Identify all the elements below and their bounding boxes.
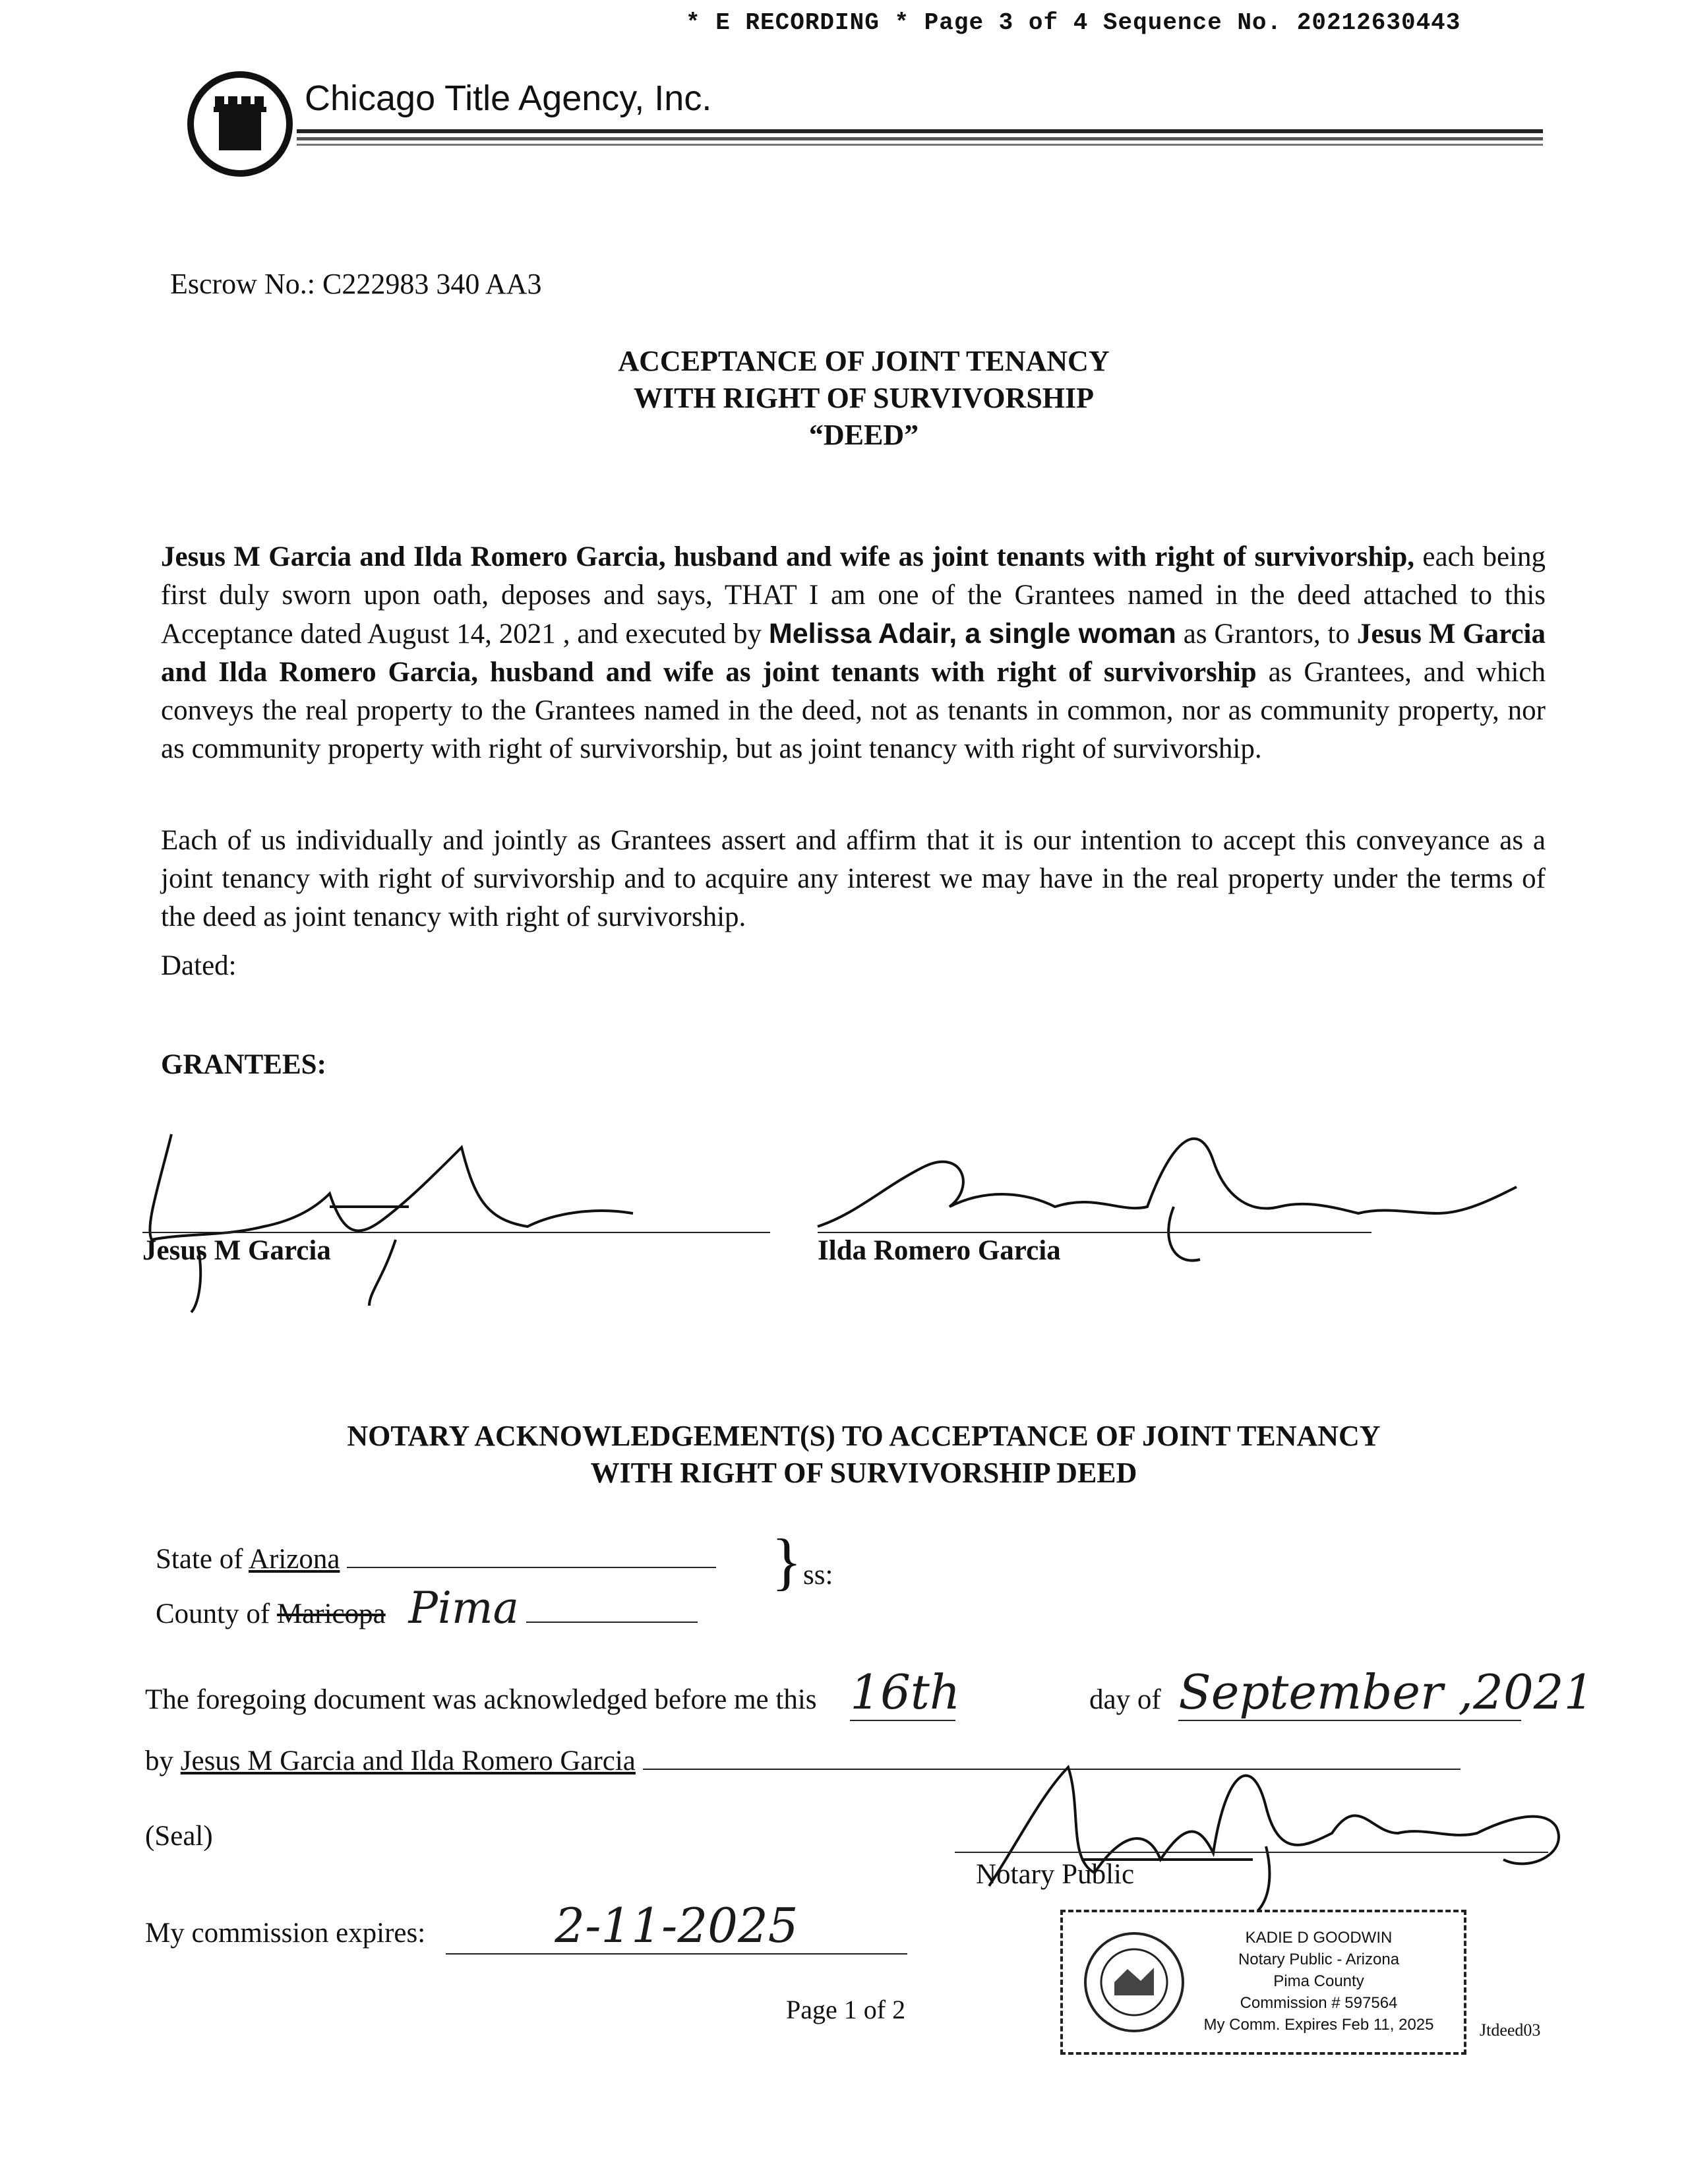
stamp-line: Pima County [1273, 1972, 1364, 1990]
county-struck-value: Maricopa [276, 1598, 386, 1629]
notary-title-line: NOTARY ACKNOWLEDGEMENT(S) TO ACCEPTANCE OF JOINT TENANCY [347, 1420, 1381, 1452]
by-label: by [145, 1745, 173, 1776]
county-row [156, 1583, 698, 1633]
header-rule [297, 129, 1543, 133]
day-handwritten: 16th [850, 1664, 961, 1720]
grantee-2-name: Ilda Romero Garcia [818, 1235, 1061, 1266]
escrow-value: C222983 340 AA3 [322, 268, 542, 300]
body-text: as Grantees, and which conveys the real property to the Grantees named in the deed, not as tenants in common, nor as community property, nor as community property with right of survivorship, but as joint tenancy with right of survivorship. [161, 657, 1546, 764]
acceptance-paragraph [161, 538, 1546, 768]
signature-ilda-garcia [804, 1108, 1543, 1306]
by-names: Jesus M Garcia and Ilda Romero Garcia [180, 1745, 636, 1776]
stamp-line: Commission # 597564 [1240, 1994, 1398, 2012]
commission-label: My commission expires: [145, 1918, 426, 1949]
body-text: as Grantors, to [1176, 619, 1357, 650]
stamp-name: KADIE D GOODWIN [1245, 1929, 1393, 1947]
signature-line [818, 1232, 1372, 1233]
brace-symbol: } [771, 1526, 802, 1596]
month-handwritten: September [1178, 1664, 1443, 1720]
title-line: WITH RIGHT OF SURVIVORSHIP [633, 382, 1095, 414]
commission-row [145, 1898, 907, 1955]
body-text: each being first duly sworn upon oath, deposes and says, THAT I am one of the Grantees named in the deed attached to this Acceptance dated August 14, 2021 , and executed by [161, 541, 1546, 650]
castle-tower-icon [194, 78, 286, 170]
escrow-label: Escrow No.: [170, 268, 315, 300]
state-seal-icon [1081, 1929, 1187, 2035]
ss-label: ss: [803, 1560, 833, 1591]
header-rule [297, 137, 1543, 140]
stamp-text [1187, 1927, 1451, 2036]
grantees-names: Jesus M Garcia and Ilda Romero Garcia, husband and wife as joint tenants with right of survivorship [161, 619, 1546, 688]
grantor-names: Melissa Adair, a single woman [768, 618, 1176, 650]
dated-label: Dated: [161, 950, 237, 981]
grantee-1-name: Jesus M Garcia [142, 1235, 331, 1266]
seal-label: (Seal) [145, 1821, 213, 1852]
grantees-names: Jesus M Garcia and Ilda Romero Garcia, husband and wife as joint tenants with right of survivorship, [161, 541, 1415, 572]
county-label: County of [156, 1598, 270, 1629]
notary-public-label: Notary Public [976, 1859, 1135, 1890]
notary-title [237, 1418, 1490, 1492]
castle-logo-icon [187, 71, 293, 177]
page-number: Page 1 of 2 [786, 1995, 906, 2024]
state-fill-line [347, 1547, 716, 1568]
acknowledgement-text: The foregoing document was acknowledged before me this [145, 1684, 817, 1715]
commission-handwritten: 2-11-2025 [446, 1898, 907, 1955]
notary-signature [963, 1728, 1582, 1926]
year-handwritten: ,2021 [1458, 1664, 1594, 1720]
day-of-row [1089, 1664, 1594, 1721]
recording-header: * E RECORDING * Page 3 of 4 Sequence No. 20212630443 [686, 9, 1461, 36]
notary-title-line: WITH RIGHT OF SURVIVORSHIP DEED [590, 1457, 1137, 1489]
title-line: “DEED” [808, 419, 919, 451]
header-rule [297, 144, 1543, 146]
acknowledgement-row [145, 1664, 961, 1721]
title-line: ACCEPTANCE OF JOINT TENANCY [618, 345, 1110, 377]
day-of-label: day of [1089, 1684, 1161, 1715]
notary-signature-line [955, 1852, 1548, 1853]
county-handwritten: Pima [408, 1583, 519, 1633]
intention-paragraph: Each of us individually and jointly as Grantees assert and affirm that it is our intention to accept this conveyance as a joint tenancy with right of survivorship and to acquire any interest we may have in the real property under the terms of the deed as joint tenancy with right of survivorship. [161, 825, 1546, 932]
signature-jesus-garcia [132, 1108, 725, 1319]
county-fill-line [526, 1602, 698, 1623]
signature-line [142, 1232, 770, 1233]
document-title [435, 343, 1292, 454]
state-row [156, 1543, 716, 1575]
state-label: State of [156, 1544, 243, 1575]
month-year-handwritten [1178, 1664, 1594, 1721]
form-code: Jtdeed03 [1480, 2020, 1541, 2040]
state-value: Arizona [248, 1544, 340, 1575]
stamp-line: My Comm. Expires Feb 11, 2025 [1203, 2016, 1434, 2034]
grantees-heading: GRANTEES: [161, 1049, 326, 1080]
escrow-number [170, 267, 541, 301]
agency-name: Chicago Title Agency, Inc. [305, 78, 712, 118]
stamp-line: Notary Public - Arizona [1238, 1951, 1400, 1968]
